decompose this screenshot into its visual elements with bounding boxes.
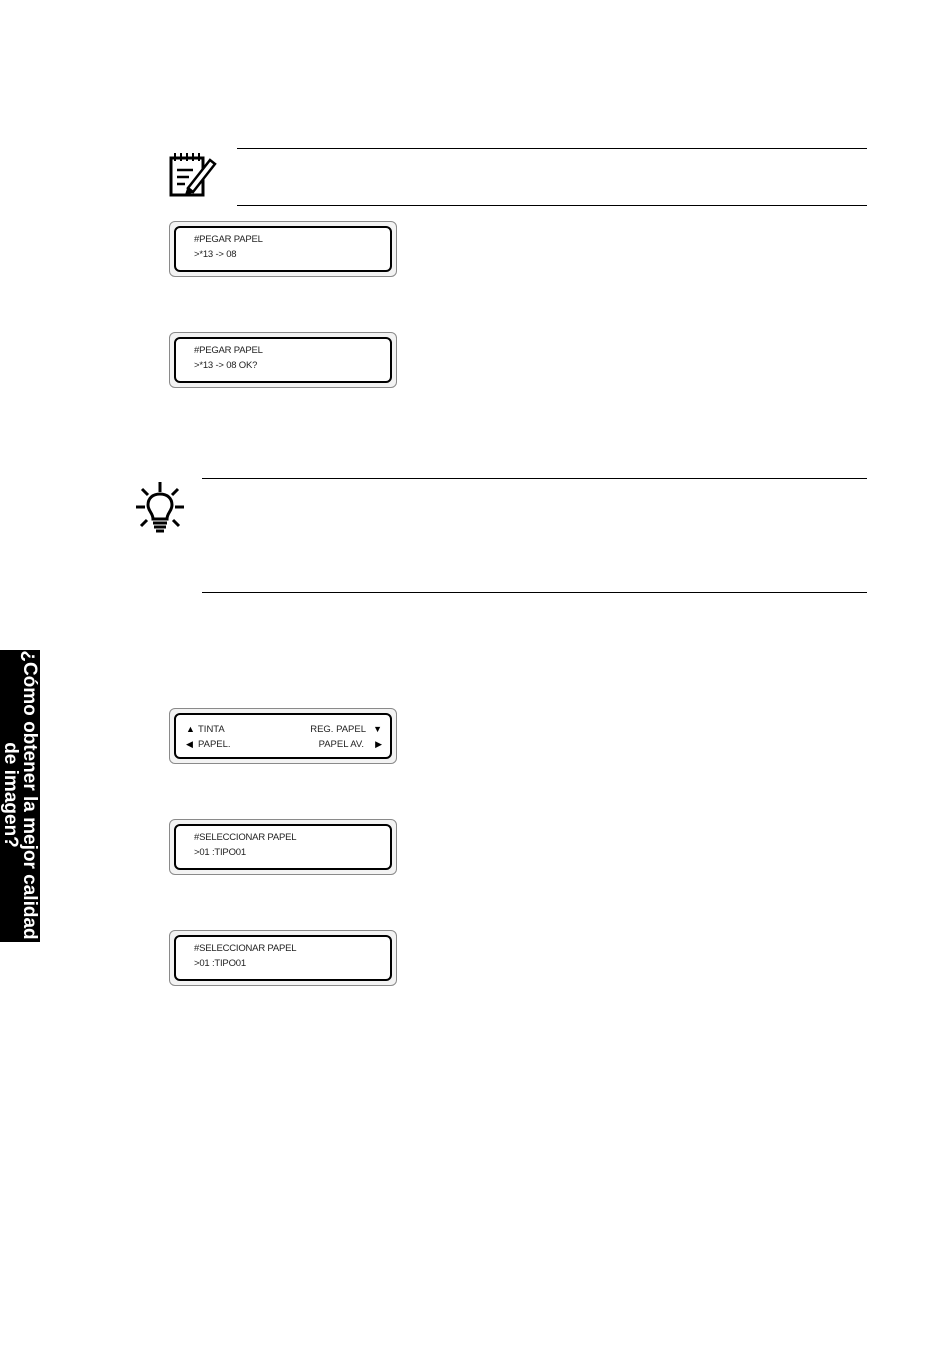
chapter-title-line-1: ¿Cómo obtener la mejor calidad (19, 650, 40, 940)
up-arrow-icon: ▲ (186, 724, 195, 734)
menu-item-tinta: TINTA (198, 724, 225, 735)
menu-panel-display (169, 708, 397, 764)
lcd-line-2: >01 :TIPO01 (194, 958, 246, 969)
lcd-line-1: #PEGAR PAPEL (194, 345, 263, 356)
down-arrow-icon: ▼ (373, 724, 382, 734)
chapter-side-tab-text (1, 650, 39, 939)
control-panel-display (169, 332, 397, 388)
control-panel-display (169, 221, 397, 277)
note-pencil-icon (166, 150, 218, 198)
right-arrow-icon: ▶ (375, 739, 382, 749)
lcd-line-1: #SELECCIONAR PAPEL (194, 943, 297, 954)
menu-item-papel: PAPEL. (198, 739, 231, 750)
lcd-screen (174, 713, 392, 759)
note-rule-top (237, 148, 867, 149)
note-rule-bottom (237, 205, 867, 206)
tip-rule-bottom (202, 592, 867, 593)
lightbulb-icon (134, 481, 186, 537)
lcd-line-2: >*13 -> 08 (194, 249, 237, 260)
lcd-line-1: #PEGAR PAPEL (194, 234, 263, 245)
lcd-line-2: >01 :TIPO01 (194, 847, 246, 858)
menu-item-papel-av: PAPEL AV. (318, 739, 364, 750)
lcd-line-1: #SELECCIONAR PAPEL (194, 832, 297, 843)
menu-item-reg-papel: REG. PAPEL (310, 724, 366, 735)
control-panel-display (169, 930, 397, 986)
chapter-title-line-2: de imagen? (0, 742, 21, 848)
left-arrow-icon: ◀ (186, 739, 193, 749)
lcd-line-2: >*13 -> 08 OK? (194, 360, 258, 371)
control-panel-display (169, 819, 397, 875)
tip-rule-top (202, 478, 867, 479)
